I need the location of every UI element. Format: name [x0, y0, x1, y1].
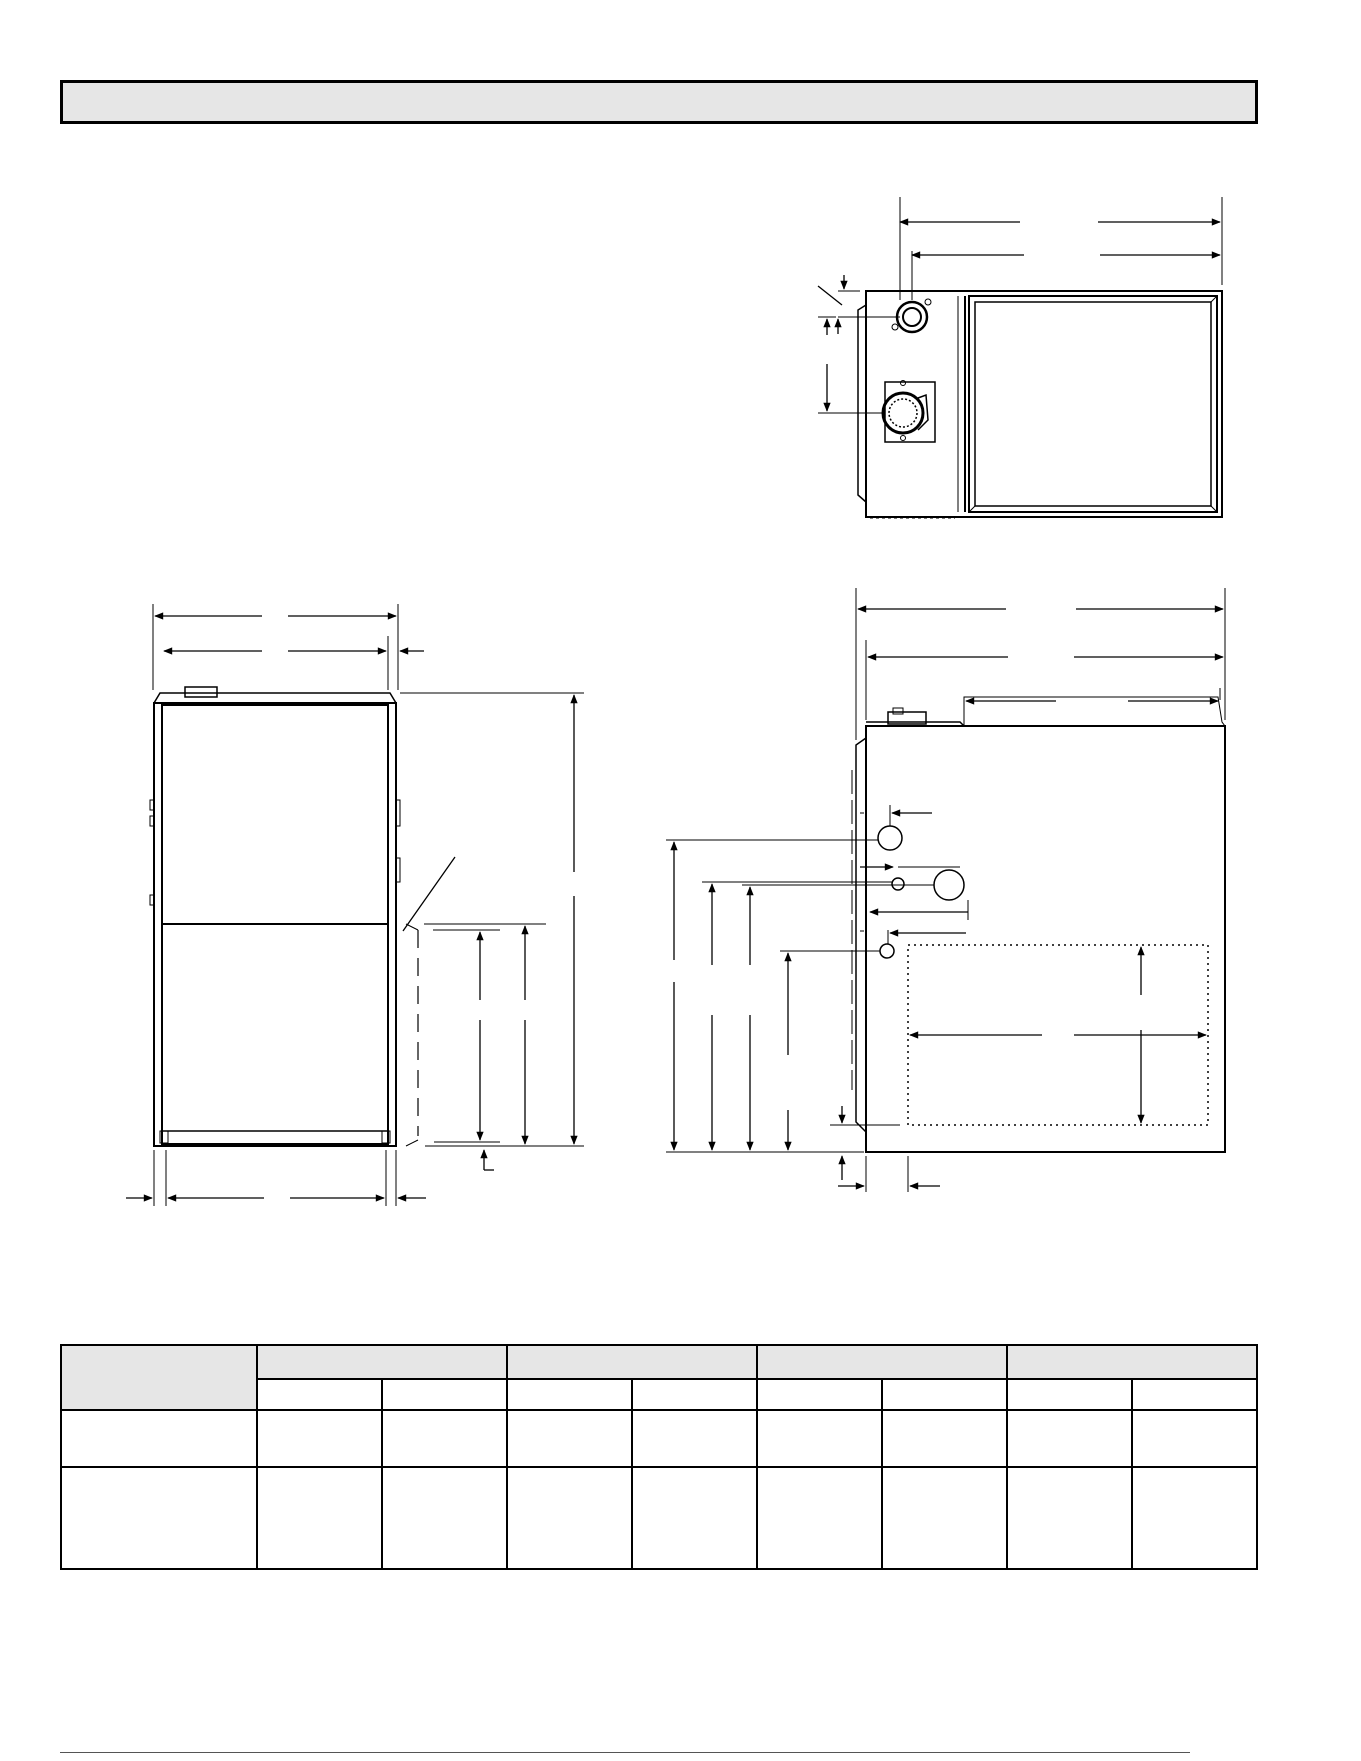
side-view-cabinet	[866, 726, 1225, 1152]
table-row	[61, 1467, 1257, 1569]
table-cell	[1007, 1410, 1132, 1467]
side-view	[666, 588, 1225, 1192]
front-view	[126, 604, 584, 1206]
table-sub-header	[507, 1379, 632, 1411]
top-view-vent-outlet	[897, 302, 927, 332]
table-cell	[632, 1410, 757, 1467]
table-cell	[507, 1467, 632, 1569]
table-row-label	[61, 1410, 257, 1467]
table-group-header	[757, 1345, 1007, 1379]
table-corner-header	[61, 1345, 257, 1410]
table-cell	[882, 1467, 1007, 1569]
table-sub-header	[757, 1379, 882, 1411]
table-cell	[257, 1467, 382, 1569]
table-cell	[882, 1410, 1007, 1467]
dimensions-table	[60, 1344, 1258, 1570]
table-sub-header	[882, 1379, 1007, 1411]
table-cell	[382, 1410, 507, 1467]
table-cell	[632, 1467, 757, 1569]
side-view-gas-knockout	[878, 826, 902, 850]
side-view-left-flange	[856, 738, 866, 1132]
front-view-top-cap	[154, 693, 396, 703]
table-cell	[1007, 1467, 1132, 1569]
table-row-label	[61, 1467, 257, 1569]
table-cell	[757, 1410, 882, 1467]
side-view-vent-knockout	[934, 870, 964, 900]
table-cell	[382, 1467, 507, 1569]
table-sub-header	[632, 1379, 757, 1411]
table-group-header	[257, 1345, 507, 1379]
table-cell	[757, 1467, 882, 1569]
table-cell	[1132, 1410, 1257, 1467]
table-group-header	[507, 1345, 757, 1379]
table-sub-header	[1132, 1379, 1257, 1411]
top-view-left-flange	[858, 305, 866, 502]
side-view-condensate-knockout	[880, 944, 894, 958]
table-cell	[1132, 1467, 1257, 1569]
front-view-top-collar	[185, 687, 217, 697]
top-view-return-opening	[969, 296, 1217, 512]
table-sub-header	[257, 1379, 382, 1411]
table-sub-header	[382, 1379, 507, 1411]
table-sub-header	[1007, 1379, 1132, 1411]
top-view	[818, 197, 1222, 518]
table-row	[61, 1410, 1257, 1467]
table-group-header	[1007, 1345, 1257, 1379]
table-cell	[257, 1410, 382, 1467]
table-cell	[507, 1410, 632, 1467]
footer-rule	[60, 1752, 1190, 1753]
side-view-electrical-knockout	[892, 878, 904, 890]
